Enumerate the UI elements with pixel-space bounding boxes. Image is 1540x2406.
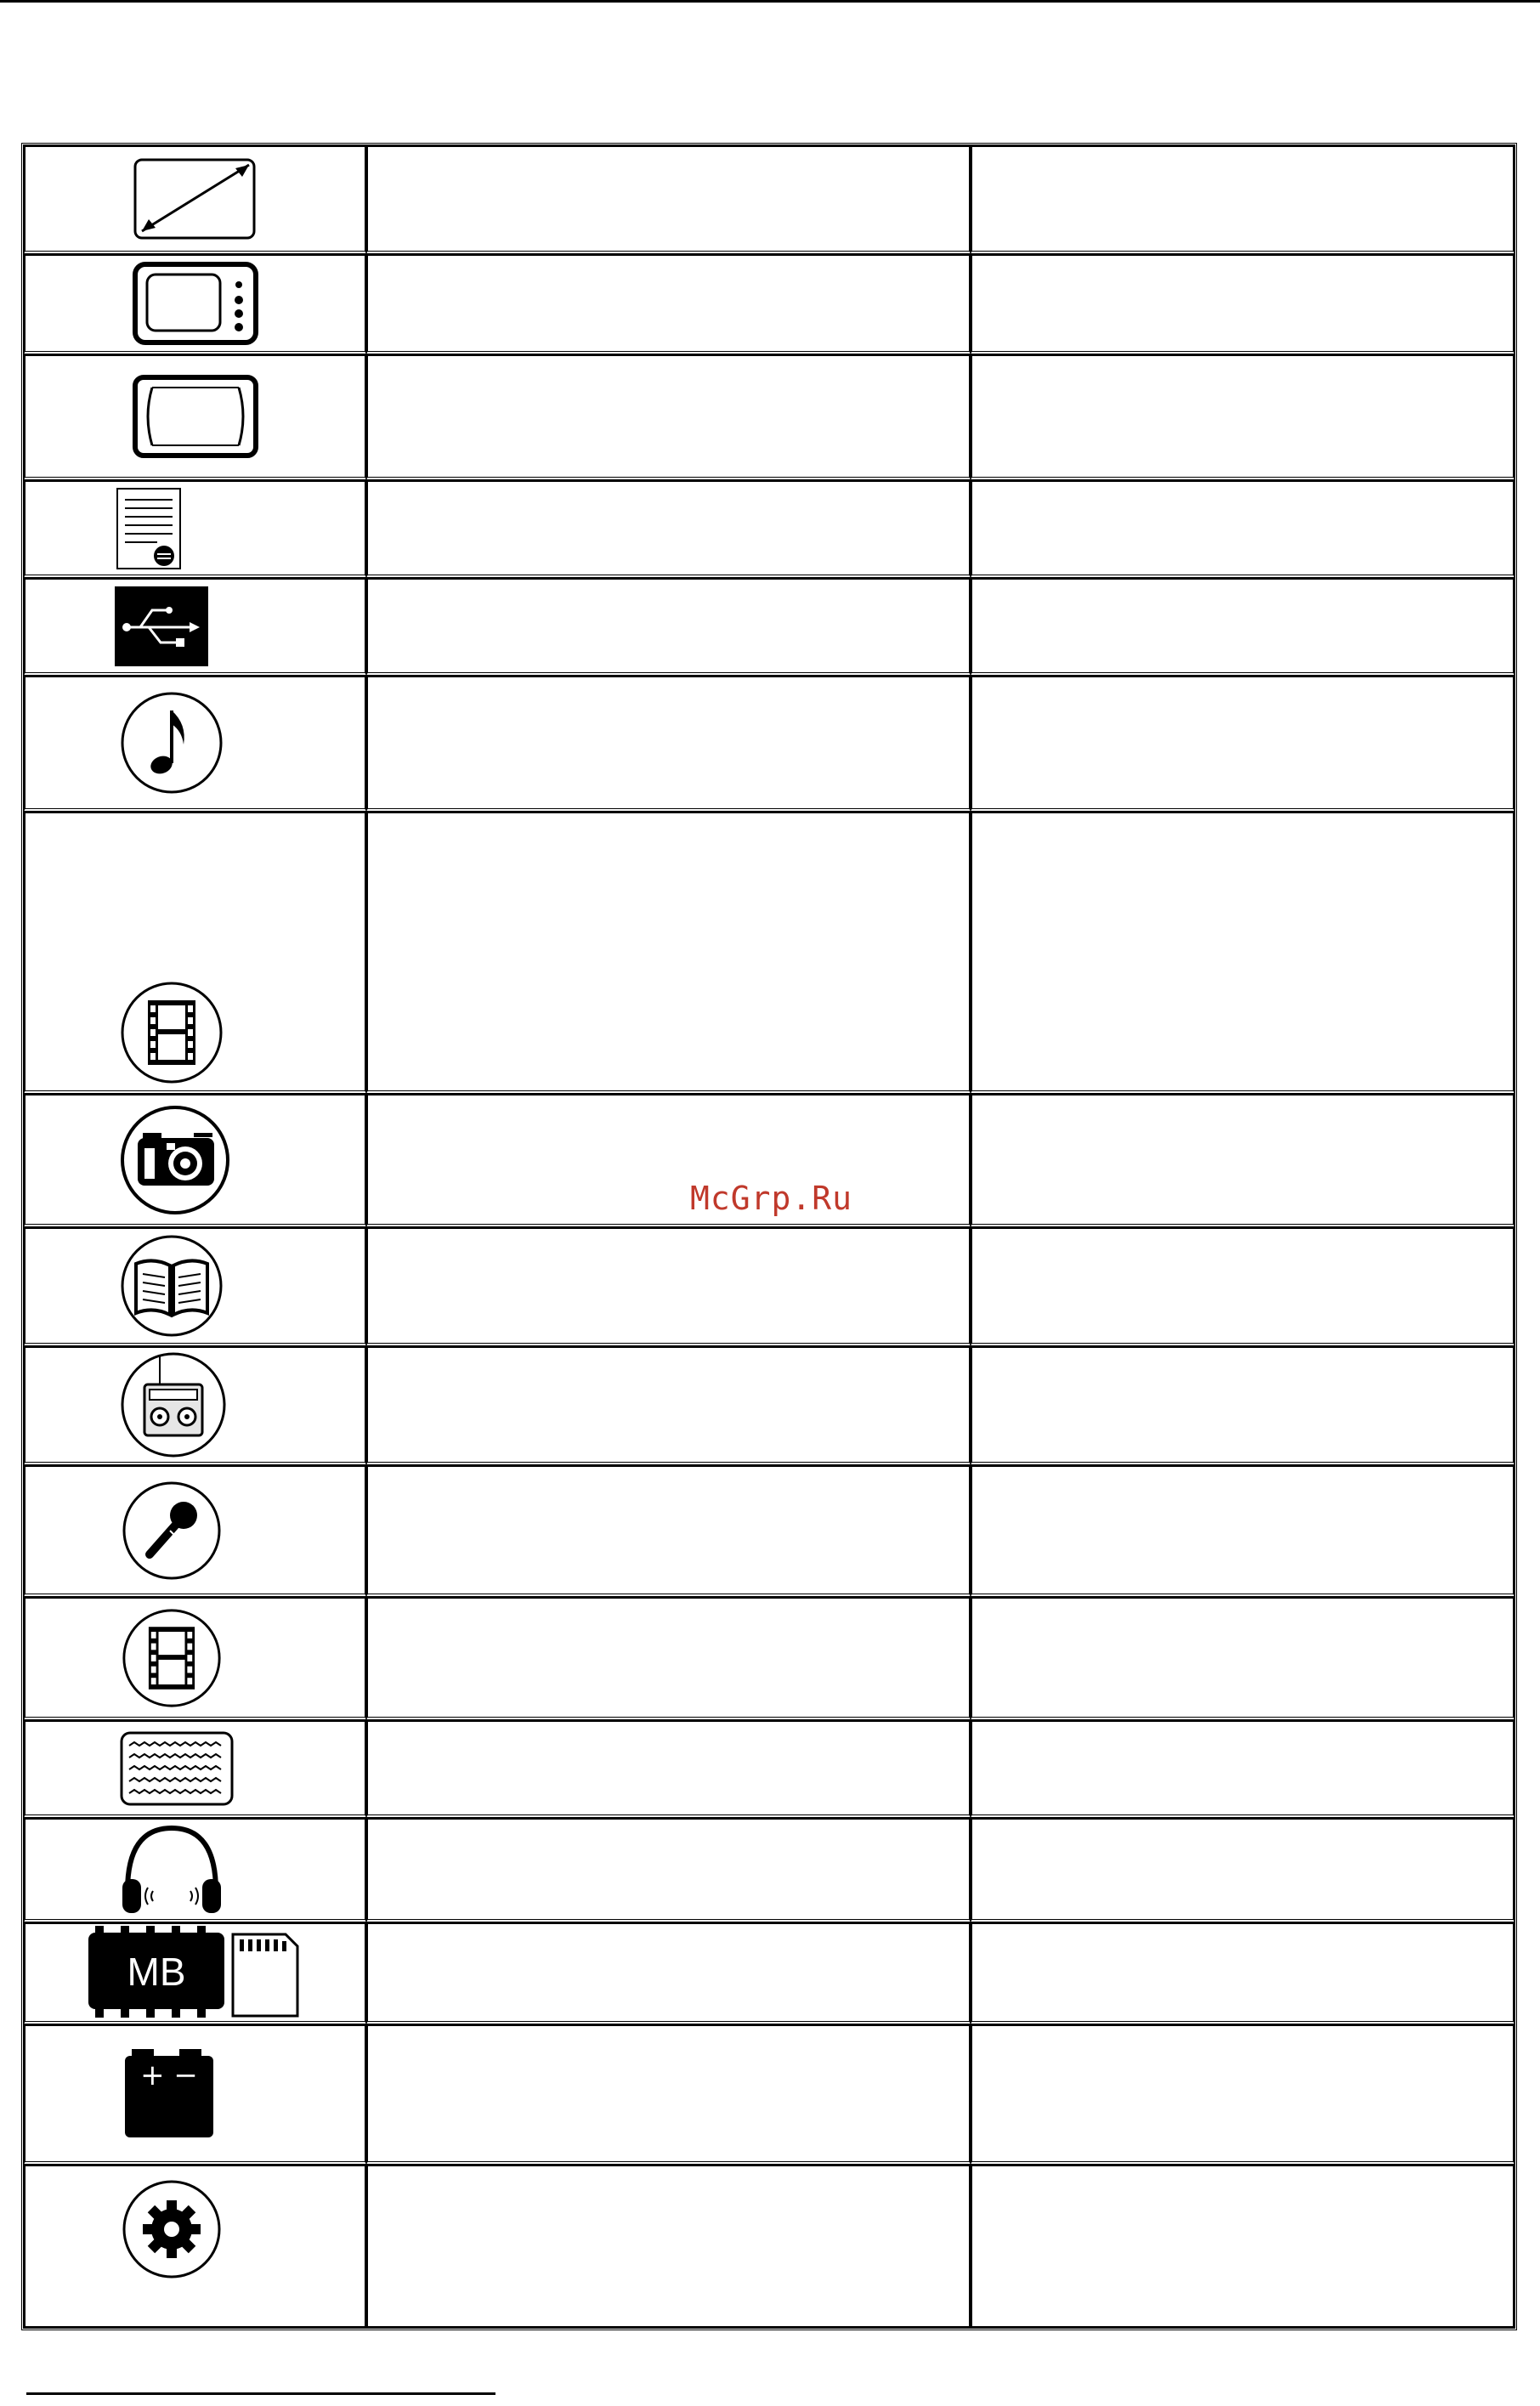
tv-icon [132,261,259,346]
memory-card-icon [82,1926,303,2019]
microphone-icon [121,1480,223,1582]
table-row [24,1465,1515,1597]
value-cell [971,676,1515,812]
value-cell [971,1346,1515,1465]
table-row [24,354,1515,480]
description-cell [366,578,970,676]
value-cell [971,1094,1515,1227]
settings-gear-icon [121,2178,223,2280]
description-cell [366,145,970,254]
table-row [24,1346,1515,1465]
memory-chip-label: MB [127,1950,186,1994]
icon-cell [24,2165,366,2328]
table-row [24,2165,1515,2328]
value-cell [971,1227,1515,1346]
camera-icon [119,1104,231,1216]
headphones-icon [119,1823,224,1916]
description-cell [366,1227,970,1346]
icon-cell [24,1922,366,2024]
description-cell [366,354,970,480]
description-cell [366,2024,970,2165]
value-cell [971,1597,1515,1720]
icon-cell [24,480,366,578]
value-cell [971,2165,1515,2328]
description-cell [366,254,970,354]
table-row [24,480,1515,578]
icon-cell [24,812,366,1094]
icon-cell [24,1346,366,1465]
value-cell [971,354,1515,480]
radio-icon [119,1350,228,1459]
table-row [24,254,1515,354]
value-cell [971,254,1515,354]
icon-cell [24,676,366,812]
value-cell [971,145,1515,254]
table-row [24,1597,1515,1720]
description-cell [366,1597,970,1720]
battery-icon [123,2049,217,2139]
value-cell [971,1922,1515,2024]
description-cell [366,2165,970,2328]
value-cell [971,480,1515,578]
film-icon [121,1607,223,1709]
icon-cell [24,1227,366,1346]
icon-cell [24,1465,366,1597]
icon-cell [24,578,366,676]
top-rule [0,0,1540,3]
table-row [24,676,1515,812]
description-cell [366,1818,970,1922]
screen-size-icon [132,156,259,241]
usb-icon [115,586,208,666]
value-cell [971,812,1515,1094]
table-row [24,1818,1515,1922]
book-icon [119,1233,224,1339]
description-cell [366,1922,970,2024]
value-cell [971,1720,1515,1818]
table-row [24,812,1515,1094]
document-icon [115,486,183,571]
description-cell [366,480,970,578]
value-cell [971,1818,1515,1922]
description-cell [366,1720,970,1818]
description-cell [366,1346,970,1465]
table-row [24,145,1515,254]
table-row [24,1227,1515,1346]
watermark: McGrp.Ru [690,1180,853,1217]
description-cell [366,1465,970,1597]
value-cell [971,2024,1515,2165]
icon-cell [24,1597,366,1720]
description-cell [366,812,970,1094]
speaker-grille-icon [119,1730,235,1807]
icon-cell [24,2024,366,2165]
footnote-rule [26,2392,495,2395]
value-cell [971,1465,1515,1597]
feature-table [21,143,1517,2330]
description-cell [366,676,970,812]
icon-cell [24,254,366,354]
icon-cell [24,354,366,480]
music-icon [119,690,224,795]
value-cell [971,578,1515,676]
icon-cell [24,145,366,254]
table-row [24,1922,1515,2024]
icon-cell [24,1720,366,1818]
film-icon [119,980,224,1085]
description-cell [366,1094,970,1227]
table-row [24,578,1515,676]
icon-cell [24,1818,366,1922]
table-row [24,2024,1515,2165]
battery-label: + − [139,2058,198,2092]
display-panel-icon [132,374,259,459]
table-row [24,1720,1515,1818]
icon-cell [24,1094,366,1227]
